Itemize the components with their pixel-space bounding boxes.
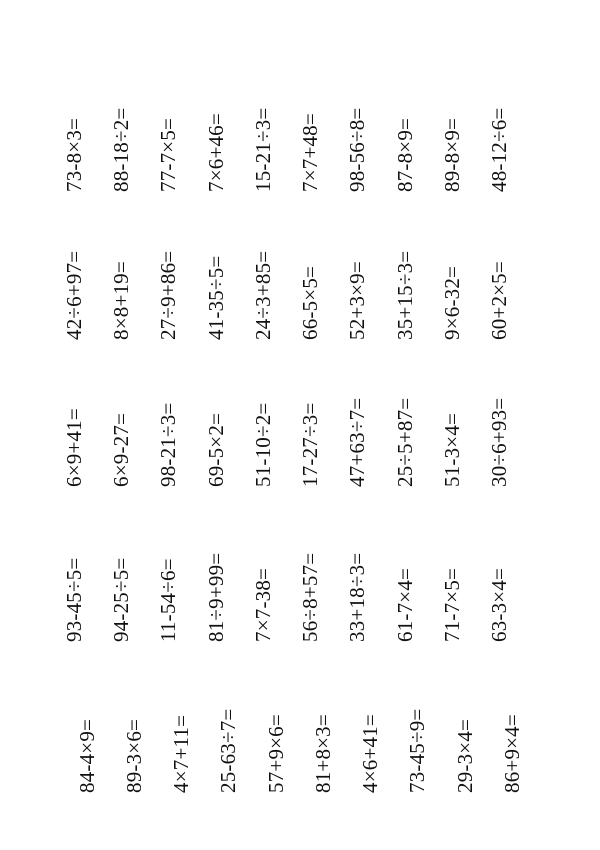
problem-c4-r4: 41-35÷5= <box>204 255 228 340</box>
problem-c5-r5: 15-21÷3= <box>251 107 275 192</box>
problem-c5-r8: 87-8×9= <box>393 117 417 192</box>
problem-c4-r2: 8×8+19= <box>109 261 133 340</box>
problem-c3-r7: 47+63÷7= <box>345 397 369 487</box>
problem-c2-r6: 56÷8+57= <box>298 552 322 642</box>
problem-c3-r3: 98-21÷3= <box>156 402 180 487</box>
problem-c3-r2: 6×9-27= <box>109 412 133 487</box>
problem-c1-r8: 73-45÷9= <box>405 708 429 793</box>
problem-c3-r6: 17-27÷3= <box>298 402 322 487</box>
problem-c4-r7: 52+3×9= <box>345 261 369 340</box>
problem-c3-r8: 25÷5+87= <box>393 397 417 487</box>
problem-c5-r4: 7×6+46= <box>204 113 228 192</box>
problem-c2-r2: 94-25÷5= <box>109 557 133 642</box>
problem-c2-r9: 71-7×5= <box>440 567 464 642</box>
problem-c2-r5: 7×7-38= <box>251 567 275 642</box>
problem-c2-r1: 93-45÷5= <box>62 557 86 642</box>
problem-c1-r5: 57+9×6= <box>264 714 288 793</box>
problem-c3-r5: 51-10÷2= <box>251 402 275 487</box>
problem-c5-r3: 77-7×5= <box>156 117 180 192</box>
problem-c2-r8: 61-7×4= <box>393 567 417 642</box>
problem-c4-r6: 66-5×5= <box>298 265 322 340</box>
problem-c1-r10: 86+9×4= <box>500 714 524 793</box>
problem-c5-r7: 98-56÷8= <box>345 107 369 192</box>
problem-c1-r2: 89-3×6= <box>122 718 146 793</box>
problem-c2-r7: 33+18÷3= <box>345 552 369 642</box>
problem-c1-r9: 29-3×4= <box>453 718 477 793</box>
problem-c4-r3: 27÷9+86= <box>156 250 180 340</box>
problem-c5-r1: 73-8×3= <box>62 117 86 192</box>
problem-c1-r6: 81+8×3= <box>311 714 335 793</box>
problem-c1-r3: 4×7+11= <box>169 714 193 793</box>
problem-c1-r4: 25-63÷7= <box>216 708 240 793</box>
problem-c3-r1: 6×9+41= <box>62 408 86 487</box>
problem-c5-r10: 48-12÷6= <box>487 107 511 192</box>
problem-c1-r7: 4×6+41= <box>358 714 382 793</box>
problem-c4-r10: 60+2×5= <box>487 261 511 340</box>
problem-c2-r3: 11-54÷6= <box>156 558 180 642</box>
problem-c2-r10: 63-3×4= <box>487 567 511 642</box>
problem-c5-r9: 89-8×9= <box>440 117 464 192</box>
problem-c4-r8: 35+15÷3= <box>393 250 417 340</box>
problem-c4-r1: 42÷6+97= <box>62 250 86 340</box>
problem-c3-r4: 69-5×2= <box>204 412 228 487</box>
problem-c3-r10: 30÷6+93= <box>487 397 511 487</box>
problem-c5-r2: 88-18÷2= <box>109 107 133 192</box>
problem-c3-r9: 51-3×4= <box>440 412 464 487</box>
problem-c5-r6: 7×7+48= <box>298 113 322 192</box>
problem-c4-r9: 9×6-32= <box>440 265 464 340</box>
problem-c4-r5: 24÷3+85= <box>251 250 275 340</box>
problem-c1-r1: 84-4×9= <box>75 718 99 793</box>
problem-c2-r4: 81÷9+99= <box>204 552 228 642</box>
